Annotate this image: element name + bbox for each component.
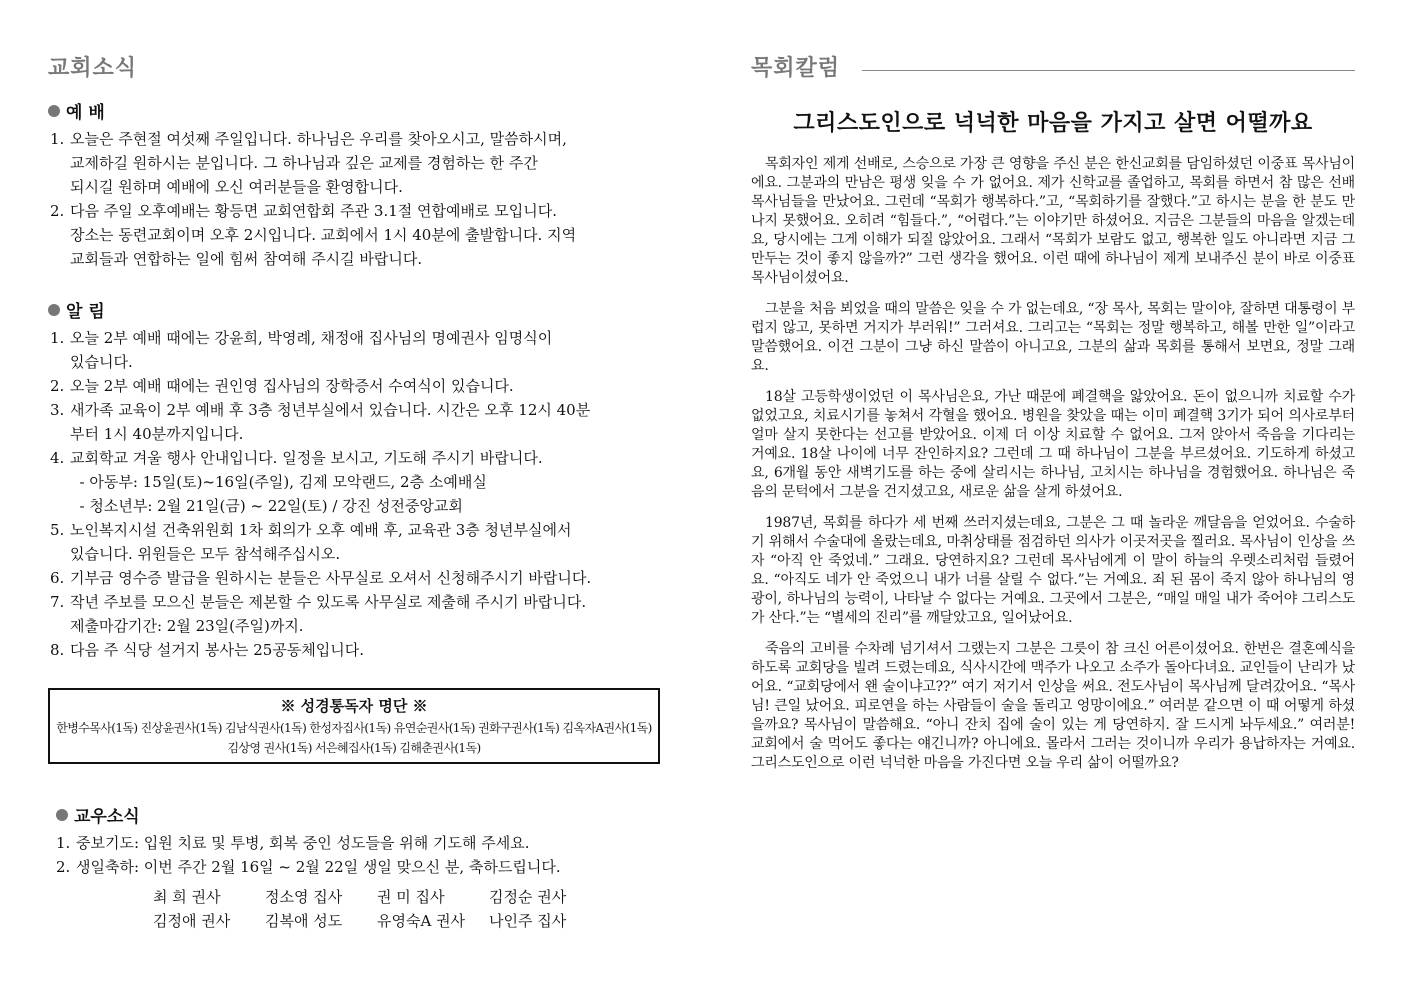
bible-box-title: ※ 성경통독자 명단 ※ bbox=[280, 697, 428, 715]
worship-list bbox=[48, 127, 668, 271]
list-item bbox=[48, 518, 668, 566]
list-item bbox=[48, 446, 668, 518]
member-name: 김정애 권사 bbox=[153, 912, 231, 930]
bible-box-names-1: 한병수목사(1독) 진상윤권사(1독) 김남식권사(1독) 한성자집사(1독) 유연순권사(1독) 권화구권사(1독) 김옥자A권사(1독) bbox=[56, 721, 652, 735]
item-number: 8. bbox=[50, 641, 65, 659]
bible-reader-box bbox=[48, 688, 660, 764]
item-line: 오늘 2부 예배 때에는 강윤희, 박영례, 채정애 집사님의 명예권사 임명식이 bbox=[70, 329, 553, 347]
item-number: 2. bbox=[56, 858, 71, 876]
members-news-heading bbox=[48, 802, 668, 827]
members-news-list bbox=[48, 831, 668, 879]
bullet-icon bbox=[56, 809, 68, 821]
item-line: 작년 주보를 모으신 분들은 제본할 수 있도록 사무실로 제출해 주시기 바랍니다. bbox=[70, 593, 587, 611]
item-line: 되시길 원하며 예배에 오신 여러분들을 환영합니다. bbox=[70, 178, 403, 196]
item-line: 다음 주일 오후예배는 황등면 교회연합회 주관 3.1절 연합예배로 모입니다. bbox=[70, 202, 557, 220]
item-line: 교회들과 연합하는 일에 힘써 참여해 주시길 바랍니다. bbox=[70, 250, 423, 268]
header-divider bbox=[862, 70, 1355, 71]
item-line: 오늘은 주현절 여섯째 주일입니다. 하나님은 우리를 찾아오시고, 말씀하시며, bbox=[70, 130, 567, 148]
item-line: 부터 1시 40분까지입니다. bbox=[70, 425, 244, 443]
member-name: 유영숙A 권사 bbox=[377, 912, 466, 930]
column-paragraph: 목회자인 제게 선배로, 스승으로 가장 큰 영향을 주신 분은 한신교회를 담임하셨던 이중표 목사님이에요. 그분과의 만남은 평생 잊을 수 가 없어요. 제가 신학교를 졸업하고, 목회를 하면서 참 많은 선배 목사님들을 만났어요. 그런데 “목회가 행복하다.”고, “목회하기를 잘했다.”고 하시는 분을 한 분도 만나지 못했어요. 오히려 “힘들다.”, “어렵다.”는 이야기만 하셨어요. 지금은 그분들의 마음을 알겠는데요, 당시에는 그게 이해가 되질 않았어요. 그래서 “목회가 보람도 없고, 행복한 일도 아니라면 지금 그만두는 것이 좋지 않을까?” 그런 생각을 했어요. 이런 때에 하나님이 제게 보내주신 분이 바로 이중표 목사님이셨어요. bbox=[751, 156, 1355, 286]
column-paragraph: 죽음의 고비를 수차례 넘기셔서 그랬는지 그분은 그릇이 참 크신 어른이셨어요. 한번은 결혼예식을 하도록 교회당을 빌려 드렸는데요, 식사시간에 맥주가 나오고 소주가 돌아다녀요. 교인들이 난리가 났어요. “교회당에서 왠 술이냐고??” 여기 저기서 인상을 써요. 전도사님이 목사님께 달려갔어요. “목사님! 큰일 났어요. 피로연을 하는 사람들이 술을 돌리고 엉망이에요.” 여러분 같으면 이 때 어떻게 하셨을까요? 목사님이 말씀해요. “아니 잔치 집에 술이 있는 게 당연하지. 잘 드시게 놔두세요.” 여러분! 교회에서 술 먹어도 좋다는 얘긴니까? 아니에요. 몰라서 그러는 것이니까 우리가 용납하자는 거예요. 그리스도인으로 이런 넉넉한 마음을 가진다면 오늘 우리 삶이 어떨까요? bbox=[751, 641, 1355, 771]
item-line: - 청소년부: 2월 21일(금) ~ 22일(토) / 강진 성전중앙교회 bbox=[70, 497, 463, 515]
item-number: 1. bbox=[56, 834, 71, 852]
item-line: 교회학교 겨울 행사 안내입니다. 일정을 보시고, 기도해 주시기 바랍니다. bbox=[70, 449, 543, 467]
names-row bbox=[153, 885, 668, 909]
item-line: 다음 주 식당 설거지 봉사는 25공동체입니다. bbox=[70, 641, 365, 659]
item-number: 1. bbox=[50, 329, 65, 347]
item-line: 장소는 동련교회이며 오후 2시입니다. 교회에서 1시 40분에 출발합니다. 지역 bbox=[70, 226, 577, 244]
item-number: 6. bbox=[50, 569, 65, 587]
item-number: 2. bbox=[50, 377, 65, 395]
column-header bbox=[751, 50, 1355, 86]
list-item bbox=[48, 374, 668, 398]
item-line: 교제하길 원하시는 분입니다. 그 하나님과 깊은 교제를 경험하는 한 주간 bbox=[70, 154, 538, 172]
item-line: 오늘 2부 예배 때에는 권인영 집사님의 장학증서 수여식이 있습니다. bbox=[70, 377, 514, 395]
member-name: 김복애 성도 bbox=[265, 912, 343, 930]
column-paragraph: 그분을 처음 뵈었을 때의 말씀은 잊을 수 가 없는데요, “장 목사, 목회는 말이야, 잘하면 대통령이 부럽지 않고, 못하면 거지가 부러워!” 그러셔요. 그리고는 “목회는 정말 행복하고, 해볼 만한 일”이라고 말씀했어요. 이건 그분이 그냥 하신 말씀이 아니고요, 그분의 삶과 목회를 통해서 보면요, 정말 그래요. bbox=[751, 301, 1355, 374]
list-item bbox=[48, 855, 668, 879]
item-number: 5. bbox=[50, 521, 65, 539]
list-item bbox=[48, 831, 668, 855]
member-name: 김정순 권사 bbox=[489, 888, 567, 906]
worship-heading-label: 예 배 bbox=[66, 103, 105, 123]
section-title-pastor-column: 목회칼럼 bbox=[751, 55, 841, 81]
list-item bbox=[48, 398, 668, 446]
item-line: 있습니다. 위원들은 모두 참석해주십시오. bbox=[70, 545, 341, 563]
member-name: 정소영 집사 bbox=[265, 888, 343, 906]
item-line: - 아동부: 15일(토)~16일(주일), 김제 모악랜드, 2층 소예배실 bbox=[70, 473, 487, 491]
member-name: 최 희 권사 bbox=[153, 888, 221, 906]
pastor-column bbox=[751, 50, 1355, 785]
item-number: 2. bbox=[50, 202, 65, 220]
bullet-icon bbox=[48, 304, 60, 316]
member-name: 나인주 집사 bbox=[489, 912, 567, 930]
item-line: 중보기도: 입원 치료 및 투병, 회복 중인 성도들을 위해 기도해 주세요. bbox=[76, 834, 530, 852]
column-headline: 그리스도인으로 넉넉한 마음을 가지고 살면 어떨까요 bbox=[793, 111, 1313, 136]
item-line: 있습니다. bbox=[70, 353, 133, 371]
bullet-icon bbox=[48, 105, 60, 117]
list-item bbox=[48, 638, 668, 662]
item-line: 노인복지시설 건축위원회 1차 회의가 오후 예배 후, 교육관 3층 청년부실에서 bbox=[70, 521, 572, 539]
list-item bbox=[48, 590, 668, 638]
item-number: 3. bbox=[50, 401, 65, 419]
list-item bbox=[48, 566, 668, 590]
list-item bbox=[48, 199, 668, 271]
church-news-column bbox=[48, 50, 668, 933]
section-title-church-news: 교회소식 bbox=[48, 55, 138, 81]
worship-heading bbox=[48, 98, 668, 123]
notice-list bbox=[48, 326, 668, 662]
item-line: 새가족 교육이 2부 예배 후 3층 청년부실에서 있습니다. 시간은 오후 12시 40분 bbox=[70, 401, 591, 419]
item-number: 4. bbox=[50, 449, 65, 467]
notice-heading bbox=[48, 297, 668, 322]
item-line: 기부금 영수증 발급을 원하시는 분들은 사무실로 오셔서 신청해주시기 바랍니다. bbox=[70, 569, 592, 587]
notice-heading-label: 알 림 bbox=[66, 302, 105, 322]
list-item bbox=[48, 326, 668, 374]
member-name: 권 미 집사 bbox=[377, 888, 445, 906]
column-paragraph: 1987년, 목회를 하다가 세 번째 쓰러지셨는데요, 그분은 그 때 놀라운 깨달음을 얻었어요. 수술하기 위해서 수술대에 올랐는데요, 마취상태를 점검하던 의사가 이곳저곳을 찔러요. 목사님이 인상을 쓰자 “아직 안 죽었네.” 그래요. 당연하지요? 그런데 목사님에게 이 말이 하늘의 우렛소리처럼 들렸어요. “아직도 네가 안 죽었으니 내가 너를 살릴 수 없다.”는 거예요. 죄 된 몸이 죽지 않아 하나님의 영광이, 하나님의 능력이, 나타날 수 없다는 거예요. 그곳에서 그분은, “매일 매일 내가 죽어야 그리스도가 산다.”는 “별세의 진리”를 깨달았고요, 일어났어요. bbox=[751, 515, 1355, 626]
item-line: 제출마감기간: 2월 23일(주일)까지. bbox=[70, 617, 304, 635]
bible-box-names-2: 김상영 권사(1독) 서은혜집사(1독) 김해춘권사(1독) bbox=[227, 741, 481, 755]
members-news-heading-label: 교우소식 bbox=[74, 807, 140, 827]
column-paragraph: 18살 고등학생이었던 이 목사님은요, 가난 때문에 폐결핵을 앓았어요. 돈이 없으니까 치료할 수가 없었고요, 치료시기를 놓쳐서 각혈을 했어요. 병원을 찾았을 때는 이미 폐결핵 3기가 되어 의사로부터 얼마 살지 못한다는 선고를 받았어요. 이제 더 이상 치료할 수 없어요. 그저 앉아서 죽음을 기다리는 거예요. 18살 나이에 너무 잔인하지요? 그런데 그 때 하나님이 그분을 부르셨어요. 기도하게 하셨고요, 6개월 동안 새벽기도를 하는 중에 살리시는 하나님, 고치시는 하나님을 경험했어요. 하나님은 죽음의 문턱에서 그분을 건지셨고요, 새로운 삶을 살게 하셨어요. bbox=[751, 389, 1355, 500]
birthday-names bbox=[153, 885, 668, 933]
list-item bbox=[48, 127, 668, 199]
item-number: 1. bbox=[50, 130, 65, 148]
item-number: 7. bbox=[50, 593, 65, 611]
names-row bbox=[153, 909, 668, 933]
item-line: 생일축하: 이번 주간 2월 16일 ~ 2월 22일 생일 맞으신 분, 축하드립니다. bbox=[76, 858, 561, 876]
